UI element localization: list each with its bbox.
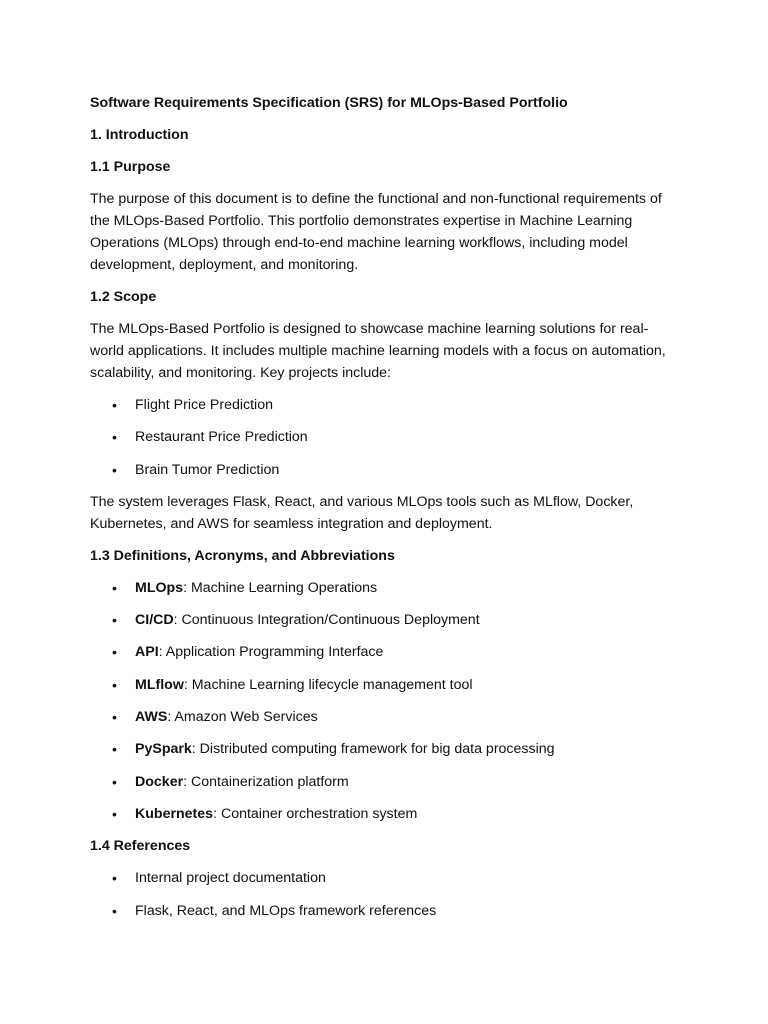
section-heading-references: 1.4 References [90, 838, 191, 855]
scope-tools-paragraph: The system leverages Flask, React, and various MLOps tools such as MLflow, Docker, Kubernetes, and AWS for seamless integration and deployment. [90, 493, 634, 532]
list-item [90, 674, 680, 696]
definition-desc: : Amazon Web Services [167, 709, 318, 726]
list-item [90, 803, 680, 825]
list-item [90, 641, 680, 663]
list-item: • Restaurant Price Prediction [90, 426, 680, 448]
list-item [90, 771, 680, 793]
definition-desc: : Containerization platform [183, 773, 349, 790]
definition-term: AWS [135, 709, 168, 726]
scope-paragraph: The MLOps-Based Portfolio is designed to showcase machine learning solutions for real-world applications. It includes multiple machine learning models with a focus on automation, scalability, and monitoring. Key projects include: [90, 321, 666, 381]
definition-desc: : Machine Learning Operations [183, 579, 378, 596]
projects-list [90, 394, 680, 481]
section-heading-scope: 1.2 Scope [90, 289, 157, 305]
definition-term: Docker [135, 773, 184, 790]
definition-term: PySpark [135, 741, 192, 758]
list-item [90, 609, 680, 631]
list-item [90, 706, 680, 728]
definitions-list [90, 577, 680, 825]
list-item: • Flight Price Prediction [90, 394, 680, 416]
document-title: Software Requirements Specification (SRS) for MLOps-Based Portfolio [90, 95, 568, 111]
definition-term: CI/CD [135, 612, 174, 629]
purpose-paragraph: The purpose of this document is to define the functional and non-functional requirements of the MLOps-Based Portfolio. This portfolio demonstrates expertise in Machine Learning Operations (MLOps) through end-to-end machine learning workflows, including model development, deployment, and monitoring. [90, 191, 662, 273]
definition-desc: : Continuous Integration/Continuous Deployment [173, 612, 480, 629]
section-heading-definitions: 1.3 Definitions, Acronyms, and Abbreviations [90, 547, 395, 564]
definition-term: MLflow [135, 676, 184, 693]
list-item [90, 577, 680, 599]
definition-term: API [135, 644, 159, 661]
list-item: • Internal project documentation [90, 867, 680, 889]
definition-desc: : Application Programming Interface [158, 644, 384, 661]
definition-term: MLOps [135, 579, 184, 596]
definition-desc: : Machine Learning lifecycle management tool [183, 676, 473, 693]
document-page [90, 92, 680, 932]
list-item: • Brain Tumor Prediction [90, 459, 680, 481]
list-item: • Flask, React, and MLOps framework references [90, 900, 680, 922]
definition-term: Kubernetes [135, 805, 214, 822]
list-item [90, 738, 680, 760]
section-heading-introduction: 1. Introduction [90, 127, 189, 143]
references-list [90, 867, 680, 921]
definition-desc: : Distributed computing framework for big data processing [191, 741, 555, 758]
definition-desc: : Container orchestration system [213, 805, 418, 822]
section-heading-purpose: 1.1 Purpose [90, 159, 171, 175]
